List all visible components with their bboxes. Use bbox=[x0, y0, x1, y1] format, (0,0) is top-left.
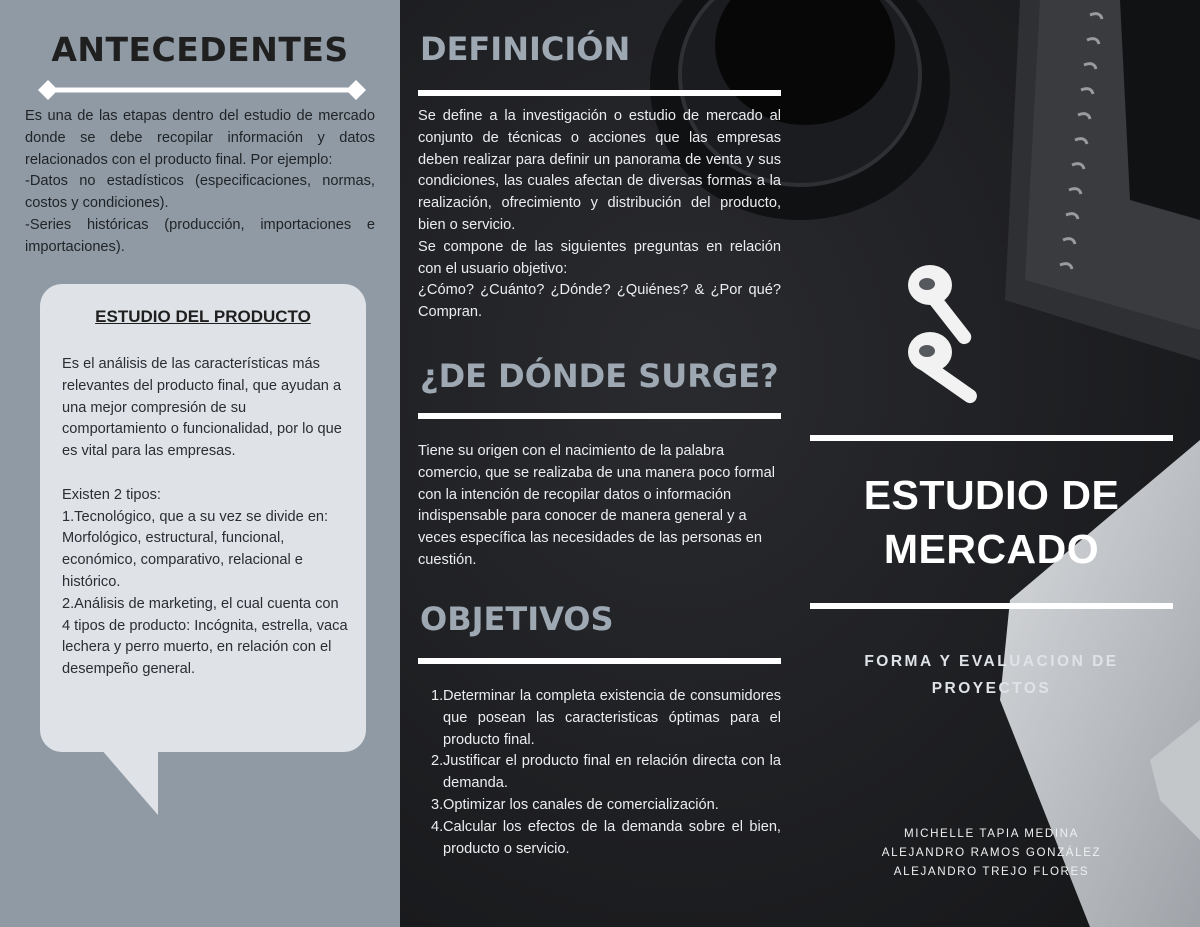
list-item-text: Justificar el producto final en relación directa con la demanda. bbox=[443, 753, 781, 792]
surge-title: ¿DE DÓNDE SURGE? bbox=[420, 357, 779, 395]
objetivos-list bbox=[418, 686, 781, 860]
spiral-notebook-icon bbox=[1005, 0, 1200, 360]
list-item-number: 4. bbox=[431, 818, 444, 835]
author-name: MICHELLE TAPIA MEDINA bbox=[904, 827, 1079, 840]
authors bbox=[810, 824, 1173, 881]
title-bottom-rule bbox=[810, 603, 1173, 609]
definicion-rule bbox=[418, 90, 781, 96]
list-item-number: 3. bbox=[431, 796, 444, 813]
list-item bbox=[418, 751, 781, 795]
definicion-paragraph-1: Se define a la investigación o estudio de mercado al conjunto de técnicas o acciones que las empresas deben realizar para definir un panorama de venta y sus condiciones, las cuales afectan de diversas formas a la realización, ofrecimiento y distribución del producto, bien o servicio. bbox=[418, 108, 781, 233]
definicion-body bbox=[418, 106, 781, 324]
title-top-rule bbox=[810, 435, 1173, 441]
estudio-producto-body: Es el análisis de las características más relevantes del producto final, que ayudan a una mejor compresión de su comportamiento o funcionalidad, por lo que es vital para las empresas. Existen 2 tipos: 1.Tecnológico, que a su vez se divide en: Morfológico, estructural, funcional, económico, comparativo, relacional e histórico. 2.Análisis de marketing, el cual cuenta con 4 tipos de producto: Incógnita, estrella, vaca lechera y perro muerto, en relación con el desempeño general. bbox=[62, 356, 348, 678]
author-name: ALEJANDRO RAMOS GONZÁLEZ bbox=[881, 846, 1102, 859]
definicion-paragraph-2: Se compone de las siguientes preguntas en relación con el usuario objetivo: bbox=[418, 238, 781, 277]
surge-rule bbox=[418, 413, 781, 419]
objetivos-title: OBJETIVOS bbox=[420, 600, 614, 638]
author-name: ALEJANDRO TREJO FLORES bbox=[893, 865, 1090, 878]
list-item-number: 2. bbox=[431, 753, 444, 770]
main-title-line-1: ESTUDIO DE bbox=[863, 472, 1120, 518]
list-item-number: 1. bbox=[431, 688, 444, 704]
estudio-producto-title: ESTUDIO DEL PRODUCTO bbox=[95, 307, 311, 326]
list-item-text: Optimizar los canales de comercialización. bbox=[443, 796, 719, 813]
definicion-title: DEFINICIÓN bbox=[420, 30, 631, 68]
subtitle: FORMA Y EVALUACION DE PROYECTOS bbox=[864, 653, 1119, 697]
list-item-text: Determinar la completa existencia de consumidores que posean las caracteristicas óptimas para el producto final. bbox=[443, 688, 781, 748]
surge-body: Tiene su origen con el nacimiento de la palabra comercio, que se realizaba de una manera poco formal con la intención de recopilar datos o información indispensable para conocer de manera general y a veces específica las necesidades de las personas en cuestión. bbox=[418, 443, 775, 568]
diamond-divider-icon bbox=[38, 80, 366, 100]
list-item bbox=[418, 817, 781, 861]
list-item bbox=[418, 686, 781, 751]
main-title-line-2: MERCADO bbox=[883, 526, 1100, 572]
list-item bbox=[418, 795, 781, 817]
list-item-text: Calcular los efectos de la demanda sobre el bien, producto o servicio. bbox=[443, 818, 781, 857]
antecedentes-body: Es una de las etapas dentro del estudio de mercado donde se debe recopilar información y datos relacionados con el producto final. Por ejemplo: -Datos no estadísticos (especificaciones, normas, costos y condiciones). -Series históricas (producción, importaciones e importaciones). bbox=[25, 108, 375, 255]
main-title bbox=[810, 468, 1173, 576]
definicion-paragraph-3: ¿Cómo? ¿Cuánto? ¿Dónde? ¿Quiénes? & ¿Por qué? Compran. bbox=[418, 282, 781, 321]
antecedentes-title: ANTECEDENTES bbox=[51, 30, 349, 69]
objetivos-rule bbox=[418, 658, 781, 664]
